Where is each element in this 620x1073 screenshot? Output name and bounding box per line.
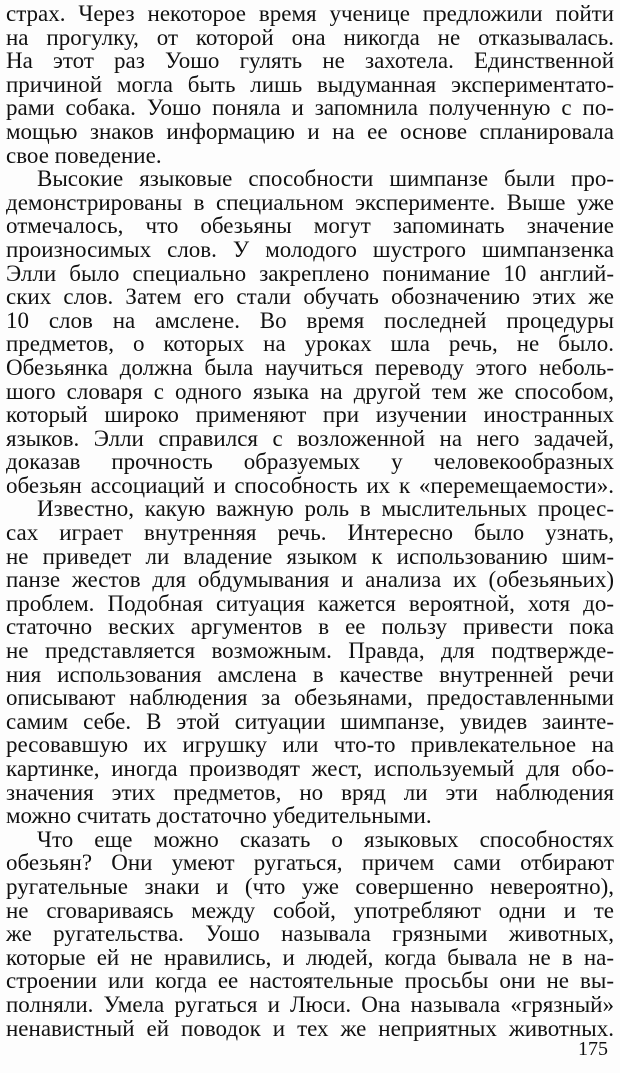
text-line: ресовавшую их игрушку или что-то привлекательное на [6,732,614,758]
text-line: ненавистный ей поводок и тех же неприятных животных. [6,1015,614,1041]
text-line: На этот раз Уошо гулять не захотела. Единственной [6,48,614,74]
text-line: не сговариваясь между собой, употребляют одни и те [6,897,614,923]
text-line: свое поведение. [6,142,162,168]
text-line: описывают наблюдения за обезьянами, предоставленными [6,685,614,711]
text-line: отмечалось, что обезьяны могут запоминать значение [6,213,614,239]
text-line: 10 слов на амслене. Во время последней процедуры [6,307,614,333]
text-line: доказав прочность образуемых у человекообразных [6,449,614,475]
text-line: на прогулку, от которой она никогда не отказывалась. [6,24,614,50]
page-number: 175 [578,1038,608,1060]
text-line: сах играет внутренняя речь. Интересно было узнать, [6,520,614,546]
text-line: Высокие языковые способности шимпанзе были про- [37,166,614,192]
text-line: рами собака. Уошо поняла и запомнила полученную с по- [6,95,614,121]
text-line: полняли. Умела ругаться и Люси. Она называла «грязный» [6,991,614,1017]
text-line: проблем. Подобная ситуация кажется вероятной, хотя до- [6,590,614,616]
text-line: шого словаря с одного языка на другой тем же способом, [6,378,614,404]
text-line: не представляется возможным. Правда, для подтвержде- [6,638,614,664]
text-line: ругательные знаки и (что уже совершенно невероятно), [6,873,614,899]
text-line: строении или когда ее настоятельные просьбы они не вы- [6,968,614,994]
text-line: значения этих предметов, но вряд ли эти наблюдения [6,779,614,805]
text-line: мощью знаков информацию и на ее основе спланировала [6,118,614,144]
text-line: страх. Через некоторое время ученице предложили пойти [6,1,614,26]
text-line: ния использования амслена в качестве внутренней речи [6,661,614,687]
text-line: который широко применяют при изучении иностранных [6,402,614,428]
text-line: же ругательства. Уошо называла грязными животных, [6,921,614,947]
text-line: демонстрированы в специальном эксперименте. Выше уже [6,189,614,215]
text-line: произносимых слов. У молодого шустрого шимпанзенка [6,236,614,262]
text-line: Обезьянка должна была научиться переводу этого неболь- [6,354,614,380]
text-line: причиной могла быть лишь выдуманная экспериментато- [6,71,614,97]
text-line: не приведет ли владение языком к использованию шим- [6,543,614,569]
text-line: ских слов. Затем его стали обучать обозначению этих же [6,284,614,310]
text-line: панзе жестов для обдумывания и анализа их (обезьяньих) [6,567,614,593]
text-line: которые ей не нравились, и людей, когда бывала не в на- [6,944,614,970]
text-line: самим себе. В этой ситуации шимпанзе, увидев заинте- [6,708,614,734]
text-line: картинке, иногда производят жест, используемый для обо- [6,756,614,781]
text-line: Элли было специально закреплено понимание 10 англий- [6,260,614,286]
text-line: Известно, какую важную роль в мыслительных процес- [37,496,614,522]
text-line: обезьян? Они умеют ругаться, причем сами отбирают [6,850,614,876]
body-text [6,2,614,1040]
text-line: Что еще можно сказать о языковых способностях [37,826,614,852]
text-line: обезьян ассоциаций и способность их к «перемещаемости». [6,472,614,498]
text-line: предметов, о которых на уроках шла речь, не было. [6,331,614,357]
text-line: языков. Элли справился с возложенной на него задачей, [6,425,614,451]
text-line: статочно веских аргументов в ее пользу привести пока [6,614,614,640]
text-line: можно считать достаточно убедительными. [6,803,432,829]
